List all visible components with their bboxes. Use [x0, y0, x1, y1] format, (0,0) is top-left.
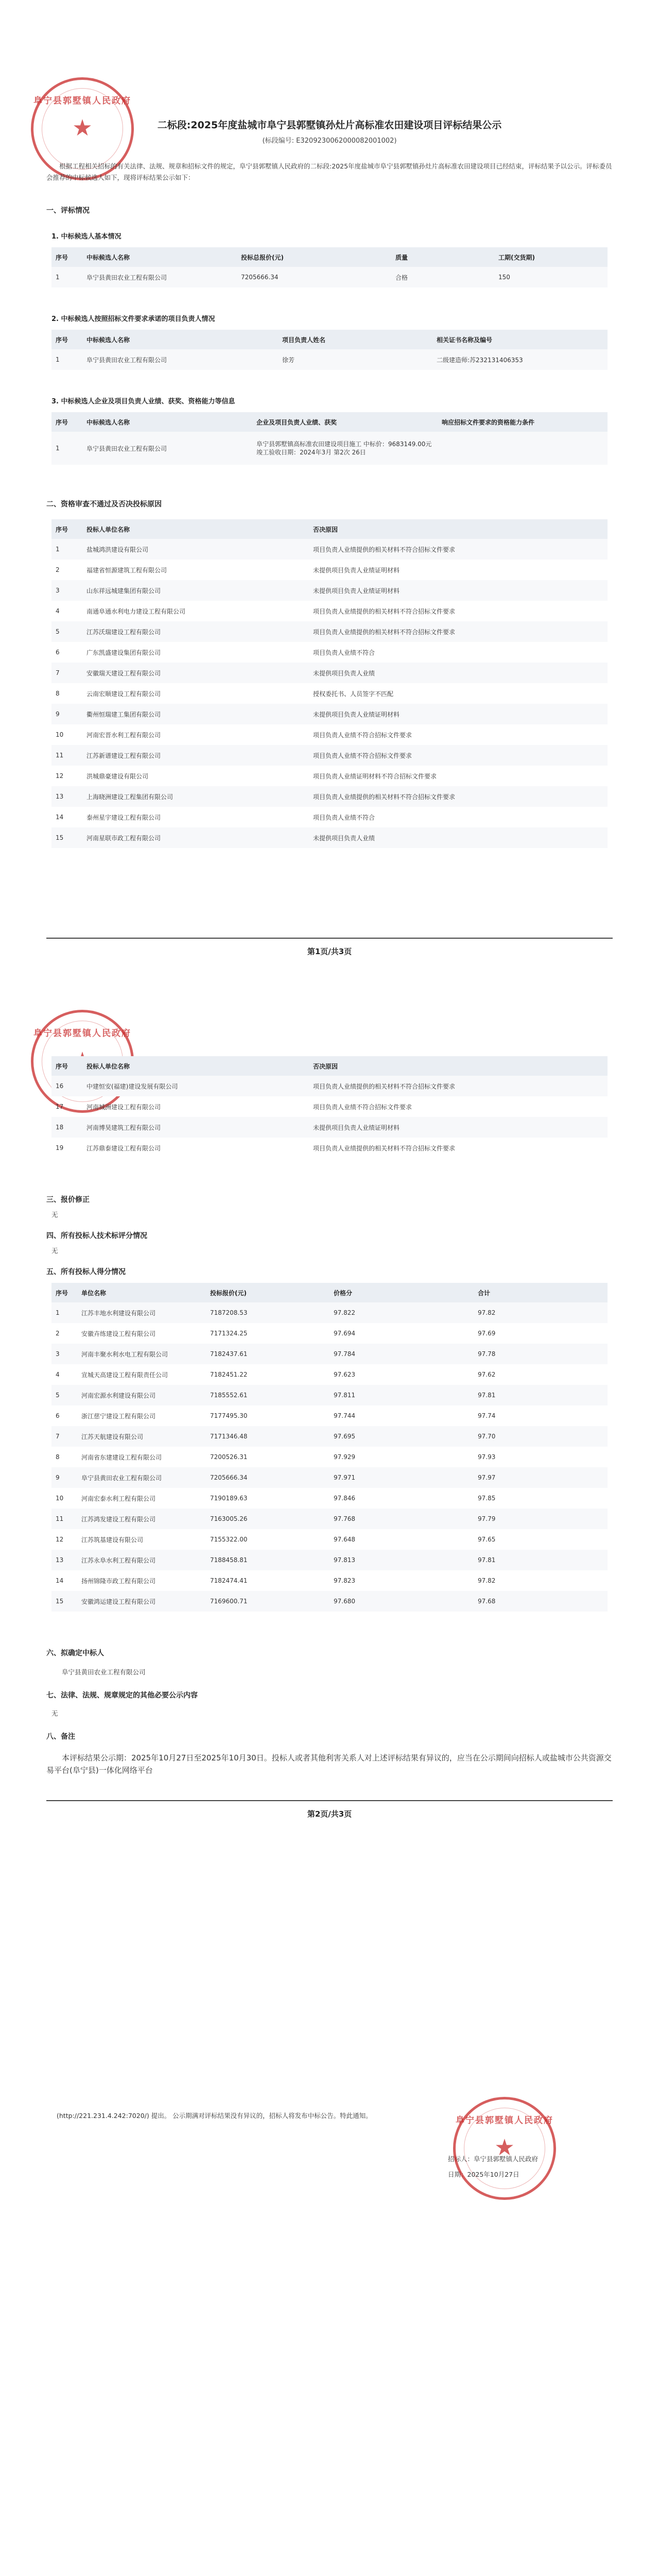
table-row: 2 福建省恒源建筑工程有限公司 未提供项目负责人业绩证明材料 — [56, 566, 400, 574]
table-header-row: 序号 单位名称 投标报价(元) 价格分 合计 — [51, 1283, 608, 1302]
table-row: 11 江苏新谱建设工程有限公司 项目负责人业绩不符合招标文件要求 — [51, 745, 608, 766]
section-candidate-performance: 3. 中标候选人企业及项目负责人业绩、获奖、资格能力等信息 — [51, 398, 235, 405]
closing-text: (http://221.231.4.242:7020/) 提出。 公示期满对评标结果没有异议的，招标人将发布中标公告。特此通知。 — [57, 2112, 372, 2120]
table-row: 7 安徽瑞天建设工程有限公司 未提供项目负责人业绩 — [51, 663, 608, 683]
table-row: 8 河南省东建建设工程有限公司 7200526.31 97.929 97.93 — [56, 1453, 496, 1461]
table-header-row: 序号 中标候选人名称 投标总报价(元) 质量 工期(交货期) — [51, 247, 608, 267]
rejection-table-page1 — [51, 519, 608, 848]
signature-date: 日期：2025年10月27日 — [448, 2171, 519, 2178]
table-header-row: 序号 中标候选人名称 项目负责人姓名 相关证书名称及编号 — [51, 330, 608, 349]
table-row: 7 江苏天航建设有限公司 7171346.48 97.695 97.70 — [51, 1426, 608, 1447]
table-header-row: 序号 投标人单位名称 否决原因 — [51, 519, 608, 539]
official-seal-stamp: 阜宁县郭墅镇人民政府 — [31, 1010, 134, 1113]
page-2 — [0, 979, 659, 1958]
table-row: 4 宣城天高建设工程有限责任公司 7182451.22 97.623 97.62 — [56, 1371, 496, 1379]
notice-title: 二标段:2025年度盐城市阜宁县郭墅镇孙灶片高标准农田建设项目评标结果公示 — [157, 120, 502, 131]
tech-score-value: 无 — [51, 1247, 58, 1255]
winner-value: 阜宁县黄田农业工程有限公司 — [62, 1668, 146, 1676]
section-other-content: 七、法律、法规、规章规定的其他必要公示内容 — [46, 1691, 198, 1700]
table-row: 5 河南宏源水利建设有限公司 7185552.61 97.811 97.81 — [51, 1385, 608, 1405]
section-rejection: 二、资格审查不通过及否决投标原因 — [46, 500, 162, 509]
table-row: 4 南通阜通水利电力建设工程有限公司 项目负责人业绩提供的相关材料不符合招标文件要求 — [56, 607, 456, 615]
table-row: 18 河南博昊建筑工程有限公司 未提供项目负责人业绩证明材料 — [51, 1117, 608, 1138]
notice-intro: 根据工程相关招标的有关法律、法规、规章和招标文件的规定，阜宁县郭墅镇人民政府的二标段:2025年度盐城市阜宁县郭墅镇孙灶片高标准农田建设项目已经结束，评标结果予以公示。评标委员会推荐的中标候选人如下，现将评标结果公示如下： — [46, 162, 612, 181]
page-3 — [0, 1958, 659, 2576]
page-1 — [0, 0, 659, 979]
candidate-manager-table — [51, 330, 608, 370]
page-number-1: 第1页/共3页 — [46, 938, 613, 957]
official-seal-stamp: 阜宁县郭墅镇人民政府 ★ — [453, 2097, 556, 2200]
table-row: 13 上海晓洲建设工程集团有限公司 项目负责人业绩提供的相关材料不符合招标文件要求 — [51, 786, 608, 807]
table-row: 15 安徽鸿运建设工程有限公司 7169600.71 97.680 97.68 — [51, 1591, 608, 1612]
table-row: 14 泰州星宇建设工程有限公司 项目负责人业绩不符合 — [56, 814, 375, 821]
table-row: 19 江苏鼎泰建设工程有限公司 项目负责人业绩提供的相关材料不符合招标文件要求 — [56, 1144, 456, 1152]
section-winner: 六、拟确定中标人 — [46, 1649, 104, 1657]
table-row: 13 江苏永阜水利工程有限公司 7188458.81 97.813 97.81 — [51, 1550, 608, 1570]
official-seal-stamp: 阜宁县郭墅镇人民政府 ★ — [31, 77, 134, 180]
table-row: 1 江苏丰地水利建设有限公司 7187208.53 97.822 97.82 — [51, 1302, 608, 1323]
page-number-2: 第2页/共3页 — [46, 1800, 613, 1819]
table-header-row: 序号 中标候选人名称 企业及项目负责人业绩、获奖 响应招标文件要求的资格能力条件 — [51, 412, 608, 432]
table-row: 5 江苏沃瑞建设工程有限公司 项目负责人业绩提供的相关材料不符合招标文件要求 — [51, 621, 608, 642]
table-row: 6 浙江慈宁建设工程有限公司 7177495.30 97.744 97.74 — [56, 1412, 496, 1420]
table-row: 11 江苏鸿发建设工程有限公司 7163005.26 97.768 97.79 — [51, 1509, 608, 1529]
seal-star-icon: ★ — [72, 115, 93, 141]
scores-table — [51, 1283, 608, 1612]
section-candidate-manager: 2. 中标候选人按照招标文件要求承诺的项目负责人情况 — [51, 315, 215, 323]
table-row: 1 阜宁县黄田农业工程有限公司 徐芳 二级建造师:苏232131406353 — [51, 349, 608, 370]
table-row: 15 河南星联市政工程有限公司 未提供项目负责人业绩 — [51, 827, 608, 848]
other-content-value: 无 — [51, 1709, 58, 1717]
section-evaluation: 一、评标情况 — [46, 207, 90, 215]
table-row: 10 河南宏泰水利工程有限公司 7190189.63 97.846 97.85 — [56, 1495, 496, 1502]
table-row: 9 阜宁县黄田农业工程有限公司 7205666.34 97.971 97.97 — [51, 1467, 608, 1488]
table-row: 1 阜宁县黄田农业工程有限公司 7205666.34 合格 150 — [51, 267, 608, 287]
section-price-correction: 三、报价修正 — [46, 1196, 90, 1204]
candidate-basic-table — [51, 247, 608, 287]
remarks-text: 本评标结果公示期：2025年10月27日至2025年10月30日。投标人或者其他利害关系人对上述评标结果有异议的，应当在公示期间向招标人或盐城市公共资源交易平台(阜宁县)一体化网络平台 — [46, 1753, 612, 1775]
table-row: 1 盐城鸿洪建设有限公司 项目负责人业绩提供的相关材料不符合招标文件要求 — [51, 539, 608, 560]
table-row: 6 广东凯盛建设集团有限公司 项目负责人业绩不符合 — [56, 649, 375, 656]
price-correction-value: 无 — [51, 1211, 58, 1218]
rejection-table-page2 — [51, 1056, 608, 1158]
table-row: 3 山东祥远城建集团有限公司 未提供项目负责人业绩证明材料 — [51, 580, 608, 601]
table-row: 12 洪城鼎豪建设有限公司 项目负责人业绩证明材料不符合招标文件要求 — [56, 772, 437, 780]
table-row: 8 云南宏顺建设工程有限公司 授权委托书、人员签字不匹配 — [56, 690, 394, 698]
table-row: 1 阜宁县黄田农业工程有限公司 阜宁县郭墅镇高标准农田建设项目施工 中标价：9683149.00元 竣工验收日期：2024年3月 第2次 26日 — [51, 432, 608, 465]
table-row: 14 扬州锦隆市政工程有限公司 7182474.41 97.823 97.82 — [56, 1577, 496, 1585]
table-row: 17 河南城洲建设工程有限公司 项目负责人业绩不符合招标文件要求 — [56, 1103, 412, 1111]
seal-star-icon: ★ — [494, 2134, 515, 2161]
table-row: 16 中建恒安(福建)建设发展有限公司 项目负责人业绩提供的相关材料不符合招标文件要求 — [51, 1076, 608, 1096]
section-remarks: 八、备注 — [46, 1733, 75, 1741]
table-header-row: 序号 投标人单位名称 否决原因 — [51, 1056, 608, 1076]
section-candidate-basic: 1. 中标候选人基本情况 — [51, 233, 122, 241]
section-tech-score: 四、所有投标人技术标评分情况 — [46, 1232, 147, 1240]
table-row: 12 江苏筑基建设有限公司 7155322.00 97.648 97.65 — [56, 1536, 496, 1544]
table-row: 3 河南丰聚水利水电工程有限公司 7182437.61 97.784 97.78 — [51, 1344, 608, 1364]
table-row: 10 河南宏晋水利工程有限公司 项目负责人业绩不符合招标文件要求 — [56, 731, 412, 739]
candidate-performance-table — [51, 412, 608, 465]
section-all-scores: 五、所有投标人得分情况 — [46, 1268, 126, 1276]
table-row: 2 安徽卉练建设工程有限公司 7171324.25 97.694 97.69 — [56, 1330, 496, 1337]
project-code: (标段编号: E3209230062000082001002) — [262, 137, 397, 145]
table-row: 9 衢州恒瑞建工集团有限公司 未提供项目负责人业绩证明材料 — [51, 704, 608, 724]
tenderer-signature: 招标人：阜宁县郭墅镇人民政府 — [448, 2155, 539, 2163]
